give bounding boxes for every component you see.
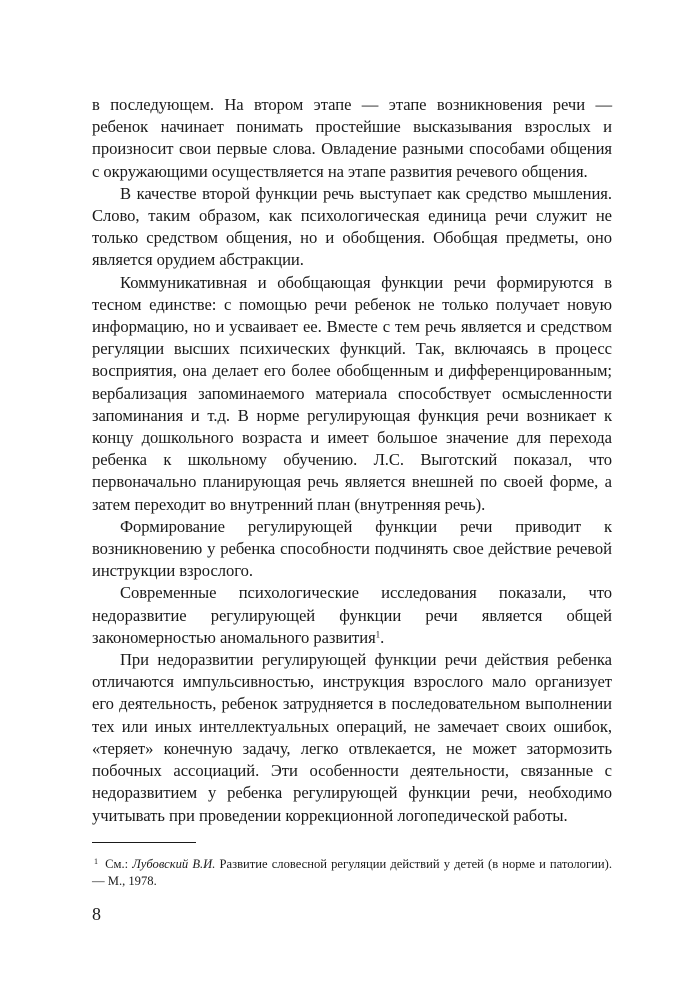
paragraph-1-text: в последующем. На втором этапе — этапе возникновения речи — ребенок начинает понимать простейшие высказывания взрослых и произносит свои первые слова. Овладение разными способами общения с окружающими осуществляется на этапе развития речевого общения. bbox=[92, 95, 612, 181]
paragraph-2 bbox=[92, 183, 612, 272]
footnote-author: Лубовский В.И. bbox=[132, 857, 216, 871]
paragraph-3-text: Коммуникативная и обобщающая функции речи формируются в тесном единстве: с помощью речи ребенок не только получает новую информацию, но и усваивает ее. Вместе с тем речь является и средством регуляции высших психических функций. Так, включаясь в процесс восприятия, она делает его более обобщенным и дифференцированным; вербализация запоминаемого материала способствует осмысленности запоминания и т.д. В норме регулирующая функция речи возникает к концу дошкольного возраста и имеет большое значение для перехода ребенка к школьному обучению. Л.С. Выготский показал, что первоначально планирующая речь является внешней по своей форме, а затем переходит во внутренний план (внутренняя речь). bbox=[92, 272, 612, 514]
footnote-number: 1 bbox=[94, 856, 98, 866]
paragraph-6-text: При недоразвитии регулирующей функции речи действия ребенка отличаются импульсивностью, инструкция взрослого мало организует его деятельность, ребенок затрудняется в последовательном выполнении тех или иных интеллектуальных операций, не замечает своих ошибок, «теряет» конечную задачу, легко отвлекается, не может затормозить побочных ассоциаций. Эти особенности деятельности, связанные с недоразвитием у ребенка регулирующей функции речи, необходимо учитывать при проведении коррекционной логопедической работы. bbox=[92, 650, 612, 825]
paragraph-4-text: Формирование регулирующей функции речи приводит к возникновению у ребенка способности подчинять свое действие речевой инструкции взрослого. bbox=[92, 516, 612, 581]
footnote bbox=[92, 856, 612, 890]
main-text bbox=[92, 94, 612, 827]
footnote-reference[interactable]: 1 bbox=[375, 629, 381, 640]
footnote-text: Развитие словесной регуляции действий у детей (в норме и патологии). — М., 1978. bbox=[92, 857, 612, 888]
paragraph-5-tail: . bbox=[380, 627, 385, 647]
page-number: 8 bbox=[92, 904, 101, 924]
paragraph-5 bbox=[92, 582, 612, 649]
paragraph-2-text: В качестве второй функции речь выступает как средство мышления. Слово, таким образом, как психологическая единица речи служит не только средством общения, но и обобщения. Обобщая предметы, оно является орудием абстракции. bbox=[92, 183, 612, 270]
paragraph-6 bbox=[92, 649, 612, 827]
footnote-prefix: См.: bbox=[105, 857, 129, 871]
footnote-divider bbox=[92, 842, 196, 843]
paragraph-5-text: Современные психологические исследования показали, что недоразвитие регулирующей функции речи является общей закономерностью аномального развития bbox=[92, 583, 612, 647]
paragraph-4 bbox=[92, 516, 612, 583]
paragraph-3 bbox=[92, 272, 612, 516]
paragraph-1 bbox=[92, 94, 612, 183]
